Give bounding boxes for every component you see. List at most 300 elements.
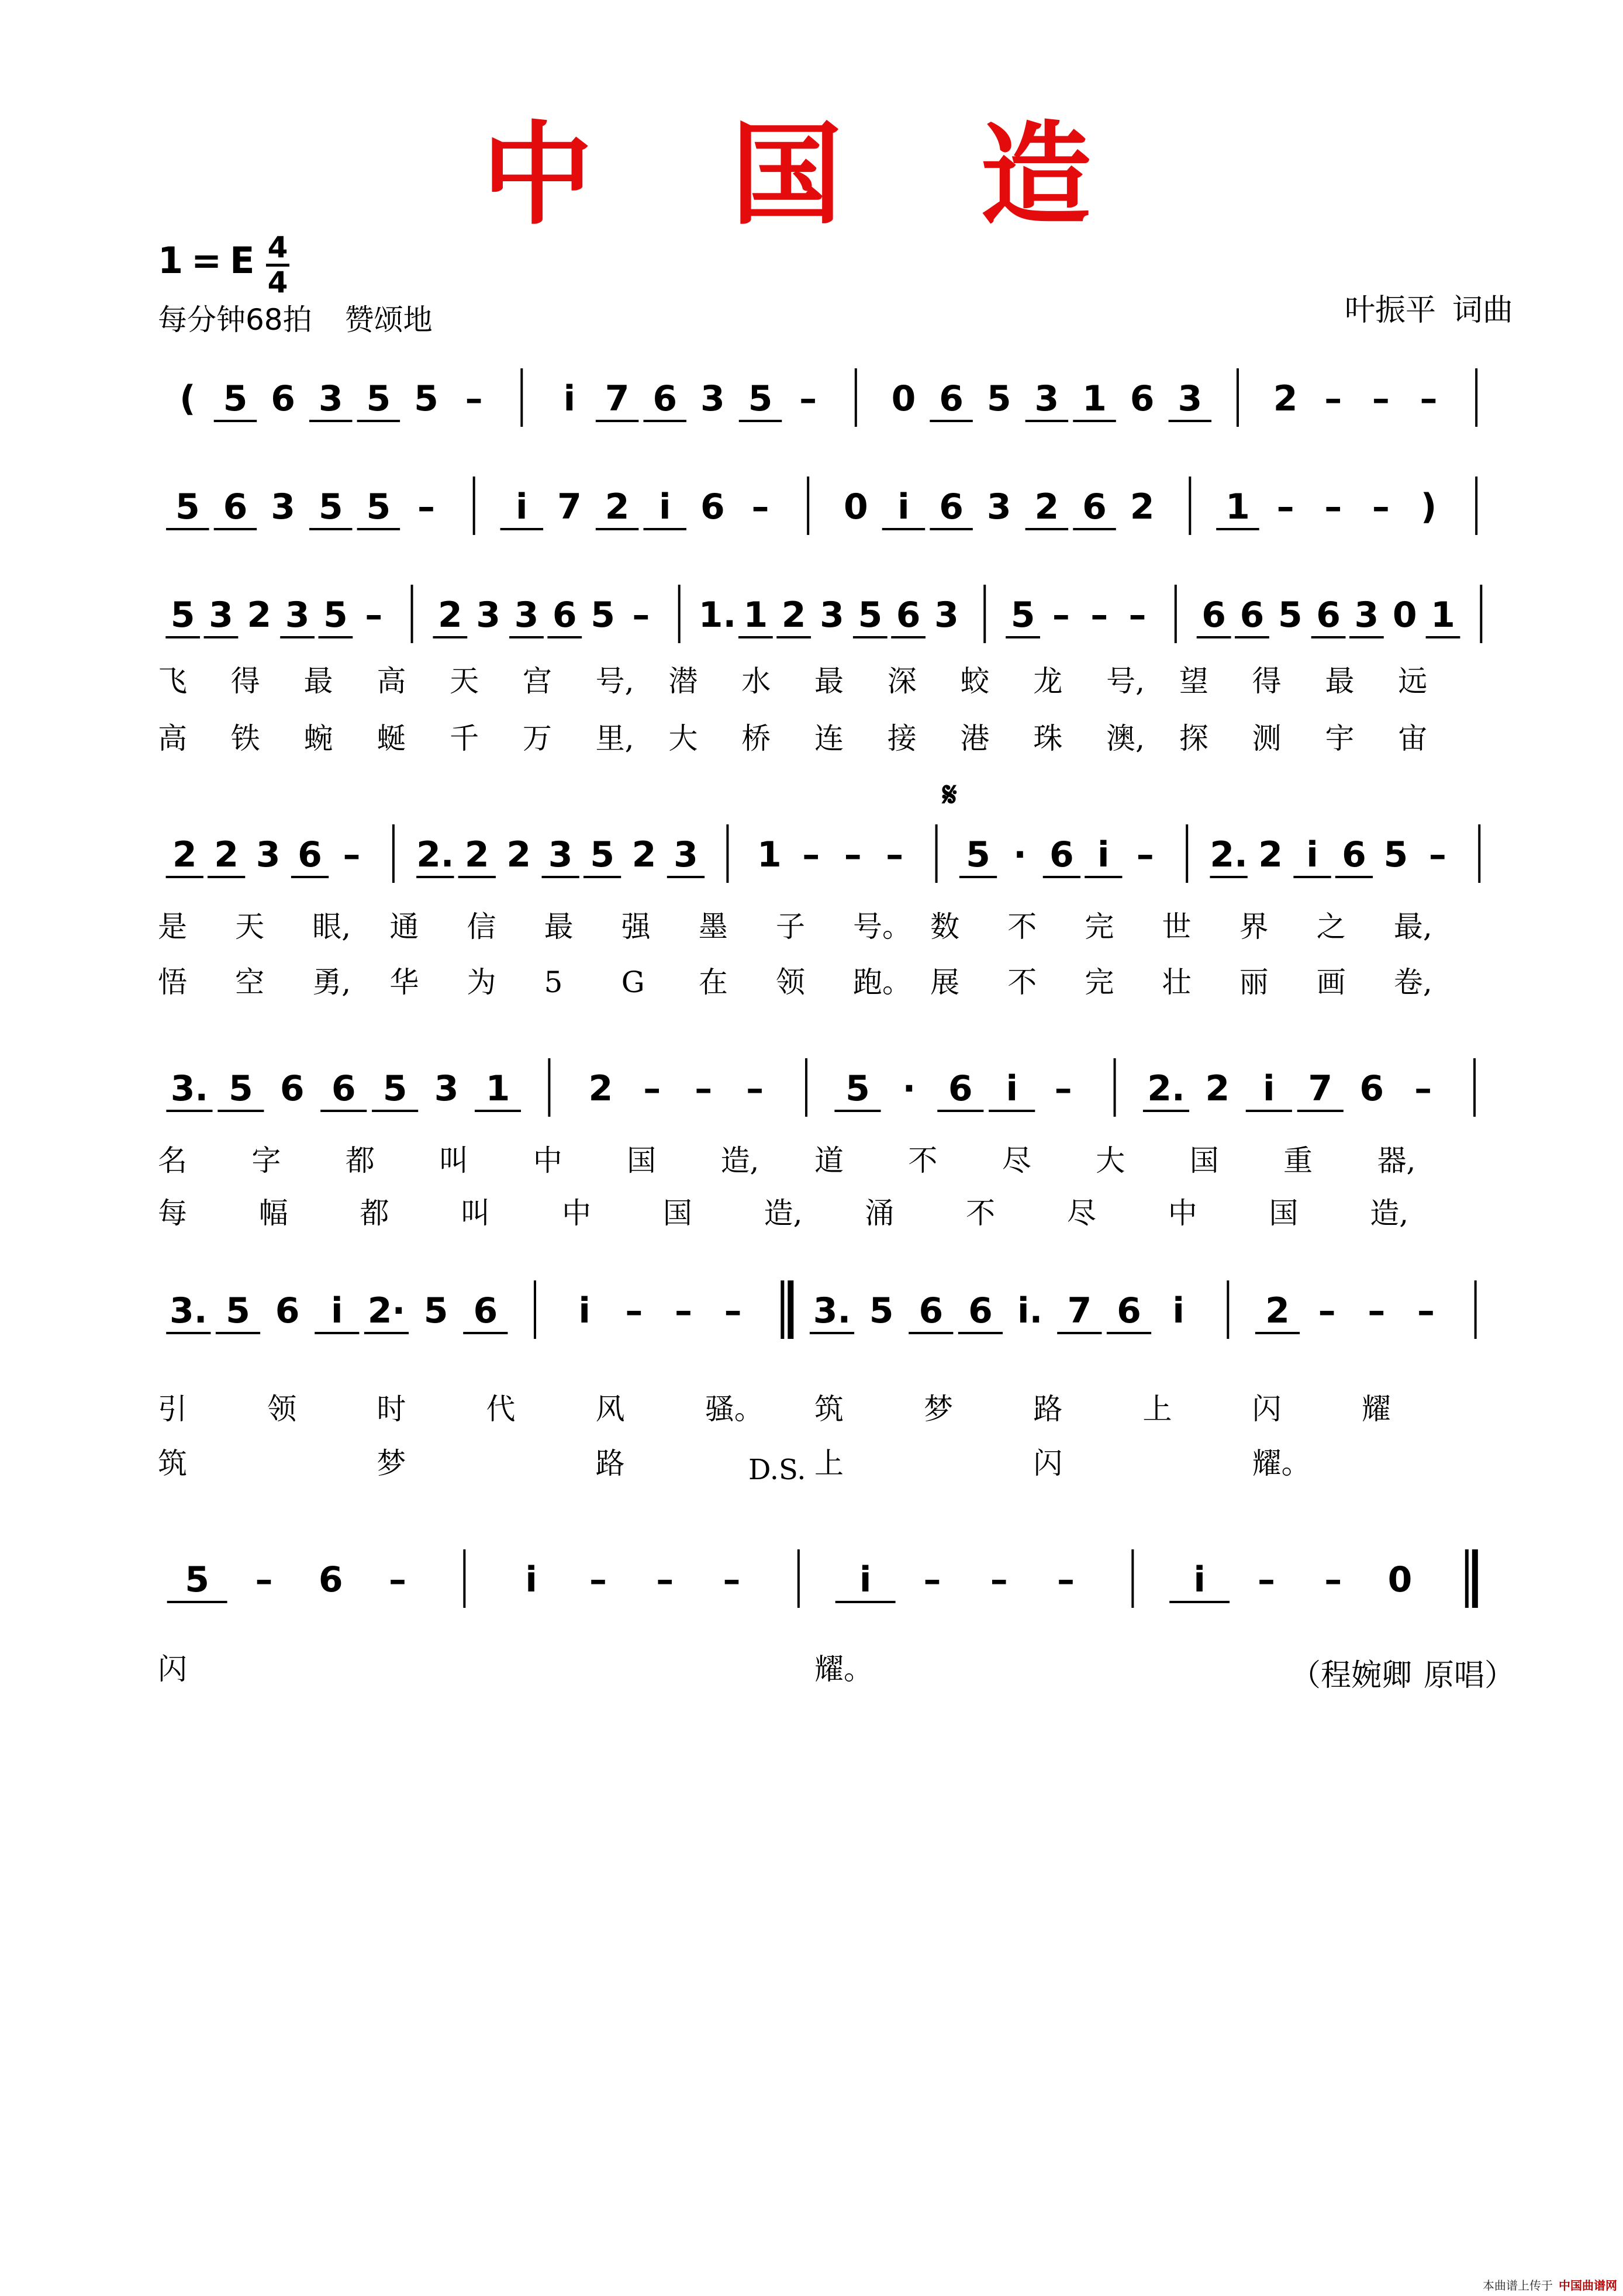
note-glyph: 5 bbox=[858, 595, 883, 636]
note-glyph: 3 bbox=[986, 486, 1011, 527]
lyric-char: 领 bbox=[775, 965, 805, 999]
lyric-char: G bbox=[621, 965, 645, 999]
lyric-char: 蜿 bbox=[303, 721, 333, 755]
lyric-char: 桥 bbox=[741, 721, 771, 755]
note-glyph: 6 bbox=[939, 378, 964, 419]
lyric-char: 叫 bbox=[461, 1196, 491, 1230]
note-glyph: 2· bbox=[367, 1290, 406, 1331]
lyric-char: 港 bbox=[960, 721, 990, 755]
note-glyph: i bbox=[1097, 834, 1110, 875]
note-glyph: – bbox=[724, 1290, 742, 1331]
note-glyph: 2 bbox=[781, 595, 806, 636]
note-glyph: 5 bbox=[1277, 595, 1303, 636]
lyric-char: 幅 bbox=[258, 1196, 288, 1230]
lyric-char: 耀 bbox=[1361, 1392, 1391, 1426]
lyric-char: 勇, bbox=[312, 965, 351, 999]
lyric-char: 为 bbox=[467, 965, 496, 999]
lyric-char: 都 bbox=[360, 1196, 389, 1230]
note-glyph: 5 bbox=[591, 595, 615, 636]
lyric-char: 宫 bbox=[522, 664, 552, 698]
note-glyph: 3 bbox=[318, 378, 343, 419]
note-glyph: 3 bbox=[434, 1068, 459, 1109]
footer-watermark bbox=[1483, 2280, 1617, 2291]
note-glyph: i bbox=[578, 1290, 591, 1331]
lyric-char: 闪 bbox=[1033, 1446, 1063, 1480]
note-glyph: – bbox=[632, 595, 650, 636]
lyric-line-verse-1 bbox=[158, 912, 1506, 947]
note-glyph: 3. bbox=[170, 1290, 208, 1331]
note-glyph: 6 bbox=[1316, 595, 1341, 636]
note-glyph: i bbox=[525, 1559, 537, 1600]
note-glyph: 5 bbox=[223, 378, 248, 419]
note-glyph: 2 bbox=[605, 486, 630, 527]
key-note: E bbox=[230, 239, 255, 282]
note-glyph: 5 bbox=[869, 1290, 894, 1331]
lyric-char: 界 bbox=[1239, 910, 1269, 944]
note-glyph: 3 bbox=[820, 595, 844, 636]
lyric-char: 尽 bbox=[1066, 1196, 1096, 1230]
note-glyph: 2 bbox=[214, 834, 239, 875]
lyric-char: 测 bbox=[1252, 721, 1282, 755]
footer-text: 本曲谱上传于 bbox=[1483, 2278, 1553, 2292]
note-glyph: 7 bbox=[1308, 1068, 1333, 1109]
note-glyph: 6 bbox=[298, 834, 322, 875]
note-glyph: – bbox=[1090, 595, 1109, 636]
note-glyph: 0 bbox=[843, 486, 868, 527]
lyric-char: 壮 bbox=[1162, 965, 1192, 999]
lyric-char: 代 bbox=[486, 1392, 516, 1426]
note-glyph: 6 bbox=[473, 1290, 498, 1331]
note-glyph: 6 bbox=[948, 1068, 973, 1109]
lyric-char: 是 bbox=[158, 910, 187, 944]
note-glyph: · bbox=[1013, 834, 1027, 875]
lyric-char: 中 bbox=[533, 1144, 562, 1178]
note-glyph: 6 bbox=[652, 378, 678, 419]
lyric-line-verse-1 bbox=[158, 1146, 1506, 1181]
note-glyph: 1 bbox=[1431, 595, 1455, 636]
lyric-char: 高 bbox=[158, 721, 187, 755]
note-glyph: – bbox=[417, 486, 436, 527]
key-prefix: 1 bbox=[158, 239, 184, 282]
note-glyph: – bbox=[923, 1559, 941, 1600]
note-glyph: 0 bbox=[1387, 1559, 1413, 1600]
lyric-char: 强 bbox=[621, 910, 651, 944]
note-glyph: ) bbox=[1420, 486, 1437, 527]
lyric-char: 国 bbox=[662, 1196, 692, 1230]
note-glyph: 6 bbox=[896, 595, 921, 636]
lyric-char: 宙 bbox=[1398, 721, 1428, 755]
note-glyph: – bbox=[656, 1559, 674, 1600]
lyric-char: 千 bbox=[450, 721, 479, 755]
staff-row bbox=[158, 1275, 1506, 1351]
lyric-char: 世 bbox=[1162, 910, 1192, 944]
note-glyph: – bbox=[675, 1290, 692, 1331]
lyric-char: 造, bbox=[1370, 1196, 1409, 1230]
lyric-char: 中 bbox=[1168, 1196, 1197, 1230]
note-glyph: – bbox=[1257, 1559, 1275, 1600]
note-glyph: 2. bbox=[1147, 1068, 1185, 1109]
note-glyph: 6 bbox=[1239, 595, 1265, 636]
note-glyph: 3 bbox=[1177, 378, 1203, 419]
note-glyph: 3 bbox=[514, 595, 539, 636]
note-glyph: 5 bbox=[318, 486, 343, 527]
note-glyph: – bbox=[1324, 378, 1342, 419]
note-glyph: 5 bbox=[170, 595, 195, 636]
lyric-char: 墨 bbox=[698, 910, 728, 944]
lyric-char: 梦 bbox=[377, 1446, 406, 1480]
note-glyph: 5 bbox=[366, 486, 391, 527]
footer-site: 中国曲谱网 bbox=[1559, 2278, 1617, 2292]
lyric-char: 探 bbox=[1179, 721, 1208, 755]
author-role: 词曲 bbox=[1452, 293, 1513, 328]
staff-svg bbox=[158, 1275, 1506, 1351]
note-glyph: 6 bbox=[939, 486, 964, 527]
note-glyph: – bbox=[1428, 834, 1446, 875]
note-glyph: i bbox=[1172, 1290, 1185, 1331]
note-glyph: i bbox=[331, 1290, 343, 1331]
note-glyph: – bbox=[802, 834, 820, 875]
note-glyph: 3 bbox=[700, 378, 725, 419]
note-glyph: 6 bbox=[271, 378, 295, 419]
staff-row bbox=[158, 1052, 1506, 1128]
lyric-char: 国 bbox=[1269, 1196, 1299, 1230]
lyric-char: 中 bbox=[562, 1196, 592, 1230]
time-top: 4 bbox=[267, 230, 288, 264]
tempo-marking bbox=[158, 303, 433, 337]
lyric-char: 都 bbox=[345, 1144, 375, 1178]
lyric-char: 最 bbox=[814, 664, 844, 698]
note-glyph: – bbox=[625, 1290, 643, 1331]
lyric-char: 水 bbox=[741, 664, 771, 698]
note-glyph: – bbox=[1372, 486, 1390, 527]
note-glyph: 2 bbox=[247, 595, 272, 636]
note-glyph: 5 bbox=[590, 834, 614, 875]
note-glyph: 3 bbox=[209, 595, 233, 636]
staff-svg bbox=[158, 819, 1506, 895]
note-glyph: i bbox=[658, 486, 671, 527]
note-glyph: 5 bbox=[845, 1068, 870, 1109]
lyric-char: 卷, bbox=[1393, 965, 1432, 999]
note-glyph: 2 bbox=[506, 834, 531, 875]
note-glyph: 6 bbox=[1117, 1290, 1141, 1331]
note-glyph: – bbox=[1420, 378, 1438, 419]
note-glyph: 7 bbox=[1067, 1290, 1092, 1331]
staff-svg bbox=[158, 1052, 1506, 1128]
note-glyph: 5 bbox=[423, 1290, 448, 1331]
note-glyph: 5 bbox=[414, 378, 438, 419]
note-glyph: – bbox=[589, 1559, 607, 1600]
lyric-char: 不 bbox=[966, 1196, 996, 1230]
note-glyph: 5 bbox=[986, 378, 1011, 419]
note-glyph: 2 bbox=[437, 595, 462, 636]
note-glyph: 5 bbox=[229, 1068, 253, 1109]
lyric-char: 珠 bbox=[1033, 721, 1063, 755]
note-glyph: 6 bbox=[331, 1068, 356, 1109]
lyric-char: 望 bbox=[1179, 664, 1208, 698]
lyric-char: 天 bbox=[450, 664, 479, 698]
lyric-char: 接 bbox=[887, 721, 917, 755]
note-glyph: i bbox=[1306, 834, 1318, 875]
lyric-char: 丽 bbox=[1239, 965, 1269, 999]
note-glyph: 5 bbox=[966, 834, 990, 875]
lyric-char: 造, bbox=[764, 1196, 803, 1230]
note-glyph: 2 bbox=[588, 1068, 613, 1109]
note-glyph: 5 bbox=[1010, 595, 1035, 636]
lyric-line-verse-2 bbox=[158, 1196, 1506, 1234]
lyric-char: 华 bbox=[389, 965, 419, 999]
note-glyph: – bbox=[365, 595, 383, 636]
note-glyph: 6 bbox=[1342, 834, 1366, 875]
staff-svg bbox=[158, 362, 1506, 439]
lyric-char: 大 bbox=[1096, 1144, 1125, 1178]
lyric-char: 路 bbox=[1033, 1392, 1063, 1426]
note-glyph: i bbox=[859, 1559, 872, 1600]
lyric-char: 不 bbox=[908, 1144, 938, 1178]
staff-row bbox=[158, 362, 1506, 439]
note-glyph: – bbox=[1136, 834, 1154, 875]
note-glyph: – bbox=[1414, 1068, 1432, 1109]
lyric-char: 大 bbox=[668, 721, 698, 755]
note-glyph: – bbox=[1057, 1559, 1075, 1600]
note-glyph: 2 bbox=[1205, 1068, 1230, 1109]
lyric-char: 引 bbox=[158, 1392, 187, 1426]
singer-role: 原唱） bbox=[1423, 1658, 1515, 1693]
note-glyph: 1 bbox=[485, 1068, 510, 1109]
staff-svg bbox=[158, 1544, 1506, 1620]
note-glyph: – bbox=[343, 834, 361, 875]
lyric-char: 重 bbox=[1283, 1144, 1313, 1178]
lyric-char: 信 bbox=[467, 910, 496, 944]
note-glyph: 2 bbox=[1034, 486, 1059, 527]
note-glyph: 5 bbox=[1383, 834, 1408, 875]
lyric-char: 不 bbox=[1007, 910, 1037, 944]
lyric-char: 国 bbox=[1189, 1144, 1219, 1178]
lyric-char: 深 bbox=[887, 664, 917, 698]
lyric-char: 耀。 bbox=[814, 1652, 873, 1686]
lyric-char: 展 bbox=[930, 965, 960, 999]
singer-credit bbox=[1290, 1660, 1515, 1691]
note-glyph: 3 bbox=[1354, 595, 1379, 636]
note-glyph: – bbox=[389, 1559, 407, 1600]
note-glyph: – bbox=[1368, 1290, 1386, 1331]
singer-name: （程婉卿 bbox=[1290, 1658, 1412, 1693]
note-glyph: 7 bbox=[557, 486, 582, 527]
note-glyph: 1 bbox=[1082, 378, 1107, 419]
lyric-char: 骚。 bbox=[705, 1392, 764, 1426]
lyric-char: 涌 bbox=[865, 1196, 895, 1230]
lyric-char: 连 bbox=[814, 721, 844, 755]
note-glyph: 3 bbox=[476, 595, 501, 636]
lyric-char: 国 bbox=[627, 1144, 657, 1178]
lyric-char: 路 bbox=[595, 1446, 625, 1480]
note-glyph: – bbox=[255, 1559, 273, 1600]
note-glyph: 5 bbox=[185, 1559, 210, 1600]
lyric-char: 名 bbox=[158, 1144, 187, 1178]
lyric-line-verse-1 bbox=[158, 664, 1506, 702]
lyric-char: 最 bbox=[544, 910, 574, 944]
author-credit bbox=[1345, 295, 1513, 326]
lyric-char: 号, bbox=[1106, 664, 1145, 698]
note-glyph: 7 bbox=[605, 378, 630, 419]
note-glyph: 2 bbox=[1130, 486, 1155, 527]
lyric-char: 字 bbox=[251, 1144, 281, 1178]
note-glyph: 3 bbox=[674, 834, 698, 875]
lyric-char: 得 bbox=[230, 664, 260, 698]
note-glyph: 6 bbox=[1359, 1068, 1384, 1109]
note-glyph: 5 bbox=[748, 378, 773, 419]
note-glyph: 6 bbox=[275, 1290, 300, 1331]
note-glyph: 1 bbox=[743, 595, 768, 636]
lyric-char: 闪 bbox=[1252, 1392, 1282, 1426]
lyric-char: 耀。 bbox=[1252, 1446, 1311, 1480]
staff-svg bbox=[158, 579, 1506, 655]
note-glyph: – bbox=[751, 486, 769, 527]
note-glyph: 3. bbox=[170, 1068, 209, 1109]
note-glyph: – bbox=[1372, 378, 1390, 419]
staff-svg bbox=[158, 471, 1506, 547]
staff-row bbox=[158, 579, 1506, 655]
tempo-text: 每分钟68拍 bbox=[158, 303, 312, 337]
lyric-char: 画 bbox=[1316, 965, 1346, 999]
lyric-char: 造, bbox=[720, 1144, 759, 1178]
note-glyph: 6 bbox=[279, 1068, 305, 1109]
lyric-char: 完 bbox=[1085, 965, 1114, 999]
lyric-char: 风 bbox=[595, 1392, 625, 1426]
note-glyph: · bbox=[902, 1068, 916, 1109]
lyric-char: 在 bbox=[698, 965, 728, 999]
note-glyph: i bbox=[1193, 1559, 1206, 1600]
note-glyph: 5 bbox=[175, 486, 200, 527]
note-glyph: 3. bbox=[813, 1290, 851, 1331]
note-glyph: 5 bbox=[323, 595, 348, 636]
lyric-char: 通 bbox=[389, 910, 419, 944]
lyric-char: 得 bbox=[1252, 664, 1282, 698]
lyric-line-verse-2 bbox=[158, 1446, 1506, 1484]
note-glyph: i bbox=[1006, 1068, 1018, 1109]
lyric-char: 远 bbox=[1398, 664, 1428, 698]
key-signature bbox=[158, 239, 255, 282]
segno-sign: 𝄋 bbox=[942, 775, 957, 814]
note-glyph: ( bbox=[179, 378, 196, 419]
lyric-char: 梦 bbox=[924, 1392, 954, 1426]
lyric-char: 高 bbox=[377, 664, 406, 698]
note-glyph: 3 bbox=[934, 595, 959, 636]
lyric-char: 龙 bbox=[1033, 664, 1063, 698]
lyric-char: 跑。 bbox=[853, 965, 912, 999]
lyric-char: 数 bbox=[930, 910, 960, 944]
time-signature bbox=[266, 230, 289, 299]
lyric-char: 最, bbox=[1393, 910, 1432, 944]
note-glyph: – bbox=[1052, 595, 1070, 636]
lyric-char: 子 bbox=[775, 910, 805, 944]
lyric-char: 铁 bbox=[230, 721, 260, 755]
note-glyph: 6 bbox=[552, 595, 577, 636]
lyric-char: 闪 bbox=[158, 1652, 187, 1686]
lyric-char: 每 bbox=[158, 1196, 187, 1230]
note-glyph: 5 bbox=[366, 378, 391, 419]
note-glyph: 2 bbox=[172, 834, 197, 875]
note-glyph: 1. bbox=[698, 595, 737, 636]
lyric-char: 空 bbox=[235, 965, 265, 999]
lyric-char: 不 bbox=[1007, 965, 1037, 999]
lyric-char: 潜 bbox=[668, 664, 698, 698]
note-glyph: 6 bbox=[223, 486, 248, 527]
lyric-char: 叫 bbox=[439, 1144, 469, 1178]
song-title: 中 国 造 bbox=[482, 111, 1141, 240]
note-glyph: – bbox=[1324, 486, 1342, 527]
note-glyph: – bbox=[844, 834, 862, 875]
note-glyph: – bbox=[465, 378, 483, 419]
lyric-char: 之 bbox=[1316, 910, 1346, 944]
note-glyph: 0 bbox=[891, 378, 916, 419]
note-glyph: – bbox=[1128, 595, 1147, 636]
lyric-line-verse-1 bbox=[158, 1394, 1506, 1430]
lyric-char: 尽 bbox=[1002, 1144, 1031, 1178]
ds-marking: D.S. bbox=[748, 1453, 806, 1486]
note-glyph: 2. bbox=[1210, 834, 1248, 875]
lyric-char: 最 bbox=[303, 664, 333, 698]
note-glyph: – bbox=[695, 1068, 713, 1109]
note-glyph: 1 bbox=[757, 834, 782, 875]
lyric-char: 上 bbox=[814, 1446, 844, 1480]
lyric-char: 号。 bbox=[853, 910, 912, 944]
lyric-char: 筑 bbox=[814, 1392, 844, 1426]
time-bottom: 4 bbox=[267, 265, 288, 299]
note-glyph: 6 bbox=[968, 1290, 993, 1331]
note-glyph: 5 bbox=[382, 1068, 408, 1109]
lyric-char: 宇 bbox=[1325, 721, 1355, 755]
note-glyph: – bbox=[723, 1559, 741, 1600]
note-glyph: 2 bbox=[1273, 378, 1298, 419]
note-glyph: – bbox=[1324, 1559, 1342, 1600]
note-glyph: – bbox=[886, 834, 904, 875]
note-glyph: – bbox=[1318, 1290, 1336, 1331]
note-glyph: i. bbox=[1017, 1290, 1043, 1331]
key-equals: = bbox=[191, 239, 222, 282]
author-name: 叶振平 bbox=[1344, 293, 1436, 328]
note-glyph: 2 bbox=[631, 834, 657, 875]
lyric-char: 万 bbox=[522, 721, 552, 755]
lyric-char: 5 bbox=[544, 965, 563, 999]
lyric-char: 里, bbox=[595, 721, 634, 755]
staff-row bbox=[158, 1544, 1506, 1620]
lyric-char: 蜒 bbox=[377, 721, 406, 755]
mood-text: 赞颂地 bbox=[344, 303, 433, 337]
note-glyph: i bbox=[563, 378, 576, 419]
note-glyph: i bbox=[516, 486, 528, 527]
lyric-char: 器, bbox=[1377, 1144, 1416, 1178]
note-glyph: 3 bbox=[255, 834, 281, 875]
note-glyph: 6 bbox=[918, 1290, 944, 1331]
lyric-char: 最 bbox=[1325, 664, 1355, 698]
note-glyph: 6 bbox=[1049, 834, 1074, 875]
note-glyph: 5 bbox=[226, 1290, 250, 1331]
note-glyph: – bbox=[990, 1559, 1008, 1600]
note-glyph: 0 bbox=[1392, 595, 1417, 636]
staff-row bbox=[158, 471, 1506, 547]
note-glyph: 3 bbox=[271, 486, 295, 527]
note-glyph: 6 bbox=[318, 1559, 343, 1600]
lyric-char: 天 bbox=[235, 910, 265, 944]
lyric-line-verse-2 bbox=[158, 965, 1506, 1003]
note-glyph: 6 bbox=[700, 486, 725, 527]
lyric-char: 完 bbox=[1085, 910, 1114, 944]
note-glyph: – bbox=[1054, 1068, 1072, 1109]
lyric-char: 领 bbox=[267, 1392, 297, 1426]
lyric-char: 上 bbox=[1142, 1392, 1172, 1426]
note-glyph: – bbox=[643, 1068, 661, 1109]
lyric-line-verse-2 bbox=[158, 721, 1506, 759]
